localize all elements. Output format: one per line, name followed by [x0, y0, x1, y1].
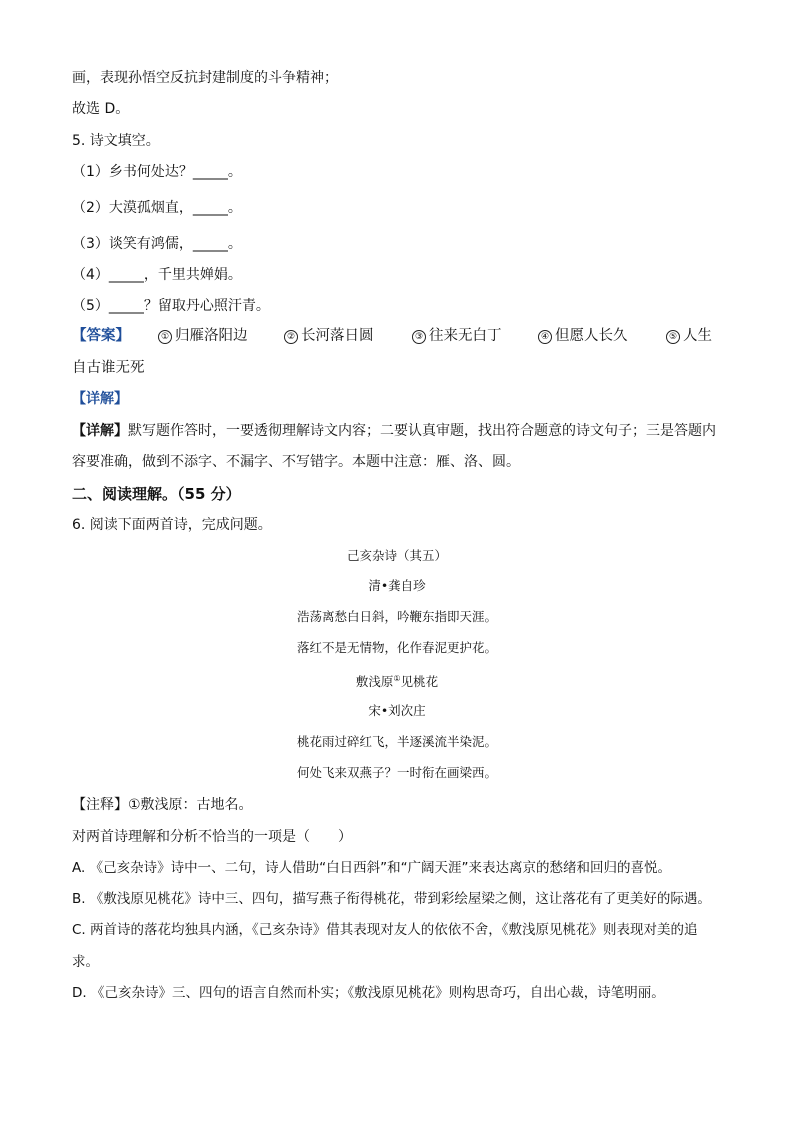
answer-number: ⑤ [666, 330, 680, 344]
poem-line: 桃花雨过碎红飞，半逐溪流半染泥。 [296, 734, 497, 749]
answer-number: ② [284, 330, 298, 344]
section-heading: 二、阅读理解。（55 分） [72, 485, 241, 503]
answer-item: ③ 往来无白丁 [412, 325, 502, 347]
annotation-note: 【注释】①敷浅原：古地名。 [72, 797, 253, 813]
poem-line: 落红不是无情物，化作春泥更护花。 [296, 640, 497, 655]
q5-item: （4）_____，千里共婵娟。 [72, 267, 242, 283]
answer-item: ⑤ 人生 [666, 325, 712, 347]
poem-line: 浩荡离愁白日斜，吟鞭东指即天涯。 [296, 609, 497, 624]
answer-item: ② 长河落日圆 [284, 325, 374, 347]
option-b: B. 《敷浅原见桃花》诗中三、四句，描写燕子衔得桃花，带到彩绘屋梁之侧，这让落花有了更美好的际遇。 [72, 891, 711, 907]
detail-tag: 【详解】 [72, 391, 128, 407]
answer-number: ① [158, 330, 172, 344]
q5-item: （3）谈笑有鸿儒，_____。 [72, 236, 242, 252]
option-c-continuation: 求。 [72, 954, 99, 970]
detail-text: 【详解】默写题作答时，一要透彻理解诗文内容；二要认真审题，找出符合题意的诗文句子；三是答题内 [72, 423, 716, 439]
option-a: A. 《己亥杂诗》诗中一、二句，诗人借助“白日西斜”和“广阔天涯”来表达离京的愁绪和回归的喜悦。 [72, 860, 672, 876]
answer-item: ④ 但愿人长久 [538, 325, 628, 347]
option-d: D. 《己亥杂诗》三、四句的语言自然而朴实；《敷浅原见桃花》则构思奇巧，自出心裁，诗笔明丽。 [72, 985, 665, 1001]
question-stem: 对两首诗理解和分析不恰当的一项是（ ） [72, 829, 352, 845]
detail-text: 容要准确，做到不添字、不漏字、不写错字。本题中注意：雁、洛、圆。 [72, 454, 520, 470]
q5-item: （1）乡书何处达？_____。 [72, 164, 242, 180]
answer-number: ③ [412, 330, 426, 344]
option-c: C. 两首诗的落花均独具内涵，《己亥杂诗》借其表现对友人的依依不舍，《敷浅原见桃花》则表现对美的追 [72, 922, 698, 938]
q5-item: （2）大漠孤烟直，_____。 [72, 200, 242, 216]
text-line: 画，表现孙悟空反抗封建制度的斗争精神； [72, 70, 338, 86]
footnote-mark: ① [393, 674, 401, 683]
detail-label: 【详解】 [72, 423, 128, 439]
question-6-intro: 6. 阅读下面两首诗，完成问题。 [72, 517, 272, 533]
poem-line: 何处飞来双燕子？一时衔在画梁西。 [296, 765, 497, 780]
poem-author: 清•龚自珍 [368, 578, 426, 593]
answer-number: ④ [538, 330, 552, 344]
q5-item: （5）_____？留取丹心照汗青。 [72, 298, 270, 314]
poem-title: 敷浅原①见桃花 [355, 674, 439, 690]
poem-title: 己亥杂诗（其五） [346, 548, 447, 563]
answer-continuation: 自古谁无死 [72, 360, 145, 376]
answer-row [72, 325, 728, 347]
poem-author: 宋•刘次庄 [368, 703, 426, 718]
answer-item: ① 归雁洛阳边 [158, 325, 248, 347]
question-5-title: 5. 诗文填空。 [72, 133, 160, 149]
text-line: 故选 D。 [72, 101, 130, 117]
answer-tag: 【答案】 [72, 328, 130, 344]
